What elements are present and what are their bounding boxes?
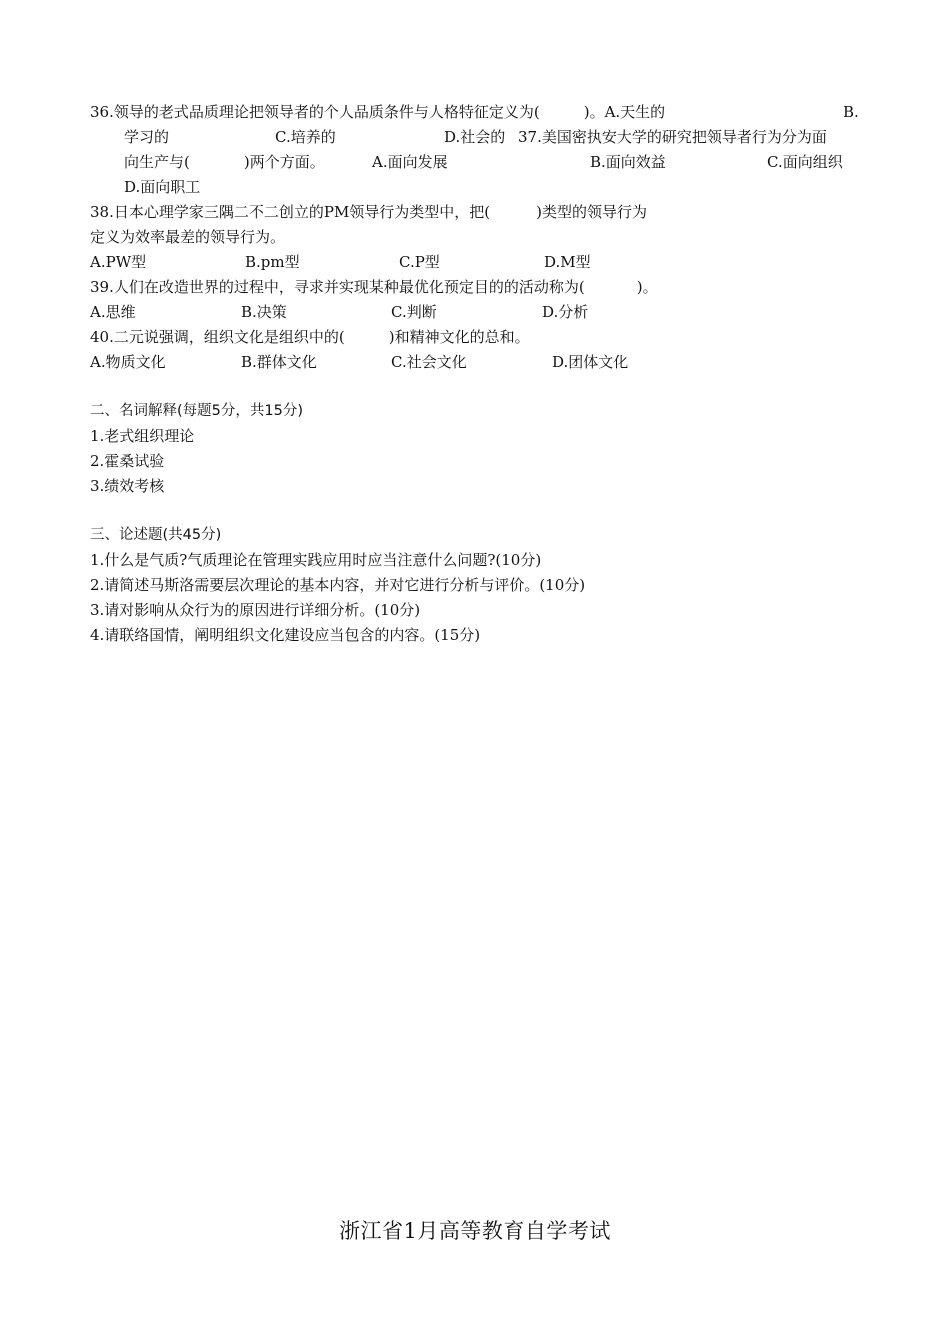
question-36-option-b: B. bbox=[843, 103, 859, 121]
question-40-option-d: D.团体文化 bbox=[552, 353, 629, 371]
question-38-option-a: A.PW型 bbox=[90, 253, 147, 271]
question-39-option-d: D.分析 bbox=[542, 303, 589, 321]
section-3-title: 三、论述题(共45分) bbox=[90, 527, 222, 543]
question-37-option-a: A.面向发展 bbox=[372, 153, 448, 171]
question-37-stem-part1: 37.美国密执安大学的研究把领导者行为分为面 bbox=[518, 128, 827, 146]
question-38-option-c: C.P型 bbox=[399, 253, 440, 271]
section-3-item: 3.请对影响从众行为的原因进行详细分析。(10分) bbox=[90, 601, 421, 619]
section-2-item: 2.霍桑试验 bbox=[90, 452, 165, 470]
question-37-stem-part2: 向生产与( )两个方面。 bbox=[124, 153, 325, 171]
question-39-line: 39.人们在改造世界的过程中，寻求并实现某种最优化预定目的的活动称为( )。 bbox=[90, 278, 658, 296]
question-36-option-b-text: 学习的 bbox=[124, 128, 170, 146]
section-3-item: 1.什么是气质?气质理论在管理实践应用时应当注意什么问题?(10分) bbox=[90, 551, 542, 569]
question-36-stem-end: )。 bbox=[583, 103, 605, 121]
question-37-option-b: B.面向效益 bbox=[590, 153, 666, 171]
question-38-line-2: 定义为效率最差的领导行为。 bbox=[90, 228, 286, 246]
question-36-option-c: C.培养的 bbox=[275, 128, 336, 146]
section-3-item: 4.请联络国情，阐明组织文化建设应当包含的内容。(15分) bbox=[90, 626, 481, 644]
exam-title: 浙江省1月高等教育自学考试 bbox=[339, 1219, 611, 1243]
question-38-option-d: D.M型 bbox=[544, 253, 591, 271]
section-2-item: 1.老式组织理论 bbox=[90, 427, 195, 445]
question-38-line-1: 38.日本心理学家三隅二不二创立的PM领导行为类型中，把( )类型的领导行为 bbox=[90, 203, 648, 221]
question-40-option-b: B.群体文化 bbox=[241, 353, 317, 371]
question-36-line bbox=[90, 102, 870, 122]
section-2-title: 二、名词解释(每题5分，共15分) bbox=[90, 403, 303, 419]
question-40-option-a: A.物质文化 bbox=[90, 353, 166, 371]
section-3-item: 2.请简述马斯洛需要层次理论的基本内容，并对它进行分析与评价。(10分) bbox=[90, 576, 586, 594]
question-39-option-b: B.决策 bbox=[241, 303, 287, 321]
question-40-option-c: C.社会文化 bbox=[391, 353, 467, 371]
question-38-option-b: B.pm型 bbox=[245, 253, 300, 271]
question-37-option-c: C.面向组织 bbox=[767, 153, 843, 171]
question-36-option-a: A.天生的 bbox=[604, 103, 666, 121]
question-36-option-d: D.社会的 bbox=[444, 128, 506, 146]
question-40-line: 40.二元说强调，组织文化是组织中的( )和精神文化的总和。 bbox=[90, 328, 530, 346]
question-36-stem: 36.领导的老式品质理论把领导者的个人品质条件与人格特征定义为( bbox=[90, 103, 540, 121]
question-39-option-a: A.思维 bbox=[90, 303, 136, 321]
section-2-item: 3.绩效考核 bbox=[90, 477, 165, 495]
question-39-option-c: C.判断 bbox=[391, 303, 437, 321]
question-37-option-d: D.面向职工 bbox=[124, 178, 201, 196]
